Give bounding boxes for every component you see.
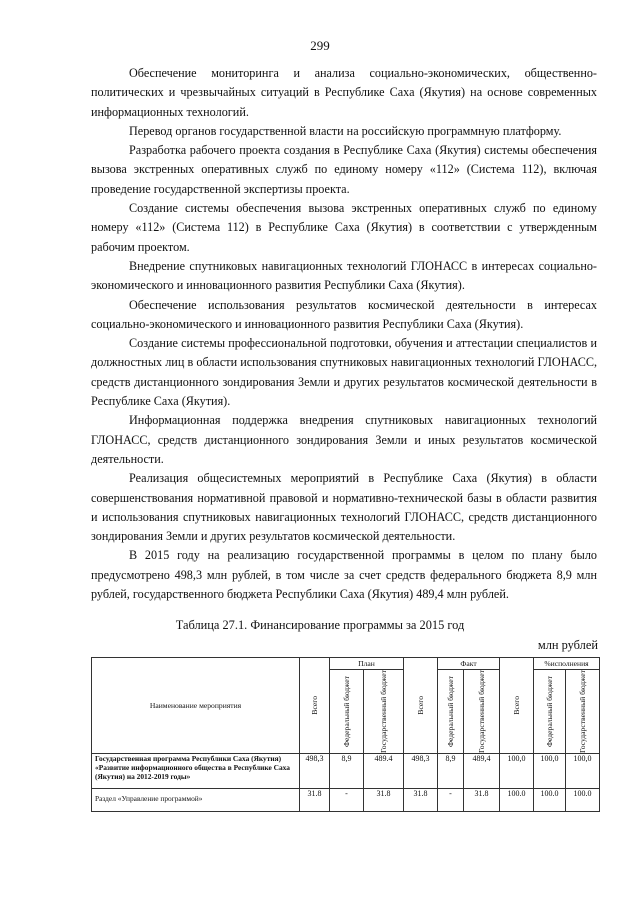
- body-text: [91, 64, 597, 604]
- paragraph: Разработка рабочего проекта создания в Республике Саха (Якутия) системы обеспечения вызова экстренных оперативных служб по единому номеру «112» (Система 112), включая проведение государственной экспертизы проекта.: [91, 143, 597, 196]
- header-fact-total: Всего: [416, 696, 425, 715]
- cell-value: 489.4: [364, 753, 404, 788]
- cell-value: 31.8: [464, 788, 500, 811]
- cell-value: 100.0: [534, 788, 566, 811]
- paragraph: Обеспечение использования результатов космической деятельности в интересах социально-экономического и инновационного развития Республики Саха (Якутия).: [91, 297, 597, 331]
- header-fact-state: Государственный бюджет: [477, 670, 486, 753]
- table-caption: Таблица 27.1. Финансирование программы за 2015 год: [175, 618, 465, 632]
- paragraph: Информационная поддержка внедрения спутниковых навигационных технологий ГЛОНАСС, средств дистанционного зондирования Земли и иных результатов космической деятельности.: [91, 413, 597, 466]
- paragraph: Перевод органов государственной власти на российскую программную платформу.: [129, 123, 562, 138]
- paragraph: Внедрение спутниковых навигационных технологий ГЛОНАСС в интересах социально-экономического и инновационного развития Республики Саха (Якутия).: [91, 258, 597, 293]
- paragraph: В 2015 году на реализацию государственной программы в целом по плану было предусмотрено 498,3 млн рублей, в том числе за счет средств федерального бюджета 8,9 млн рублей, государственного бюджета Республики Саха (Якутия) 489,4 млн рублей.: [91, 548, 597, 602]
- financing-table: [91, 657, 600, 812]
- header-plan-federal: Федеральный бюджет: [342, 676, 351, 747]
- header-percent-state: Государственный бюджет: [578, 670, 587, 753]
- cell-value: 100,0: [566, 753, 600, 788]
- cell-value: 100,0: [534, 753, 566, 788]
- page-number: 299: [310, 38, 330, 53]
- cell-value: 31.8: [364, 788, 404, 811]
- cell-value: -: [330, 788, 364, 811]
- row-name: Раздел «Управление программой»: [92, 788, 300, 811]
- cell-value: 100.0: [500, 788, 534, 811]
- cell-value: 8,9: [330, 753, 364, 788]
- cell-value: 8,9: [438, 753, 464, 788]
- row-name: Государственная программа Республики Саха (Якутия) «Развитие информационного общества в Республике Саха (Якутия) на 2012-2019 годы»: [92, 753, 300, 788]
- table-row: [92, 788, 600, 811]
- paragraph: Реализация общесистемных мероприятий в Республике Саха (Якутия) в области совершенствования нормативной правовой и нормативно-технической базы в области развития и использования спутниковых навигационных технологий ГЛОНАСС, средств дистанционного зондирования Земли и других результатов космической деятельности.: [91, 471, 597, 544]
- table-row: [92, 753, 600, 788]
- header-fact: Факт: [438, 658, 500, 670]
- header-name: Наименование мероприятия: [92, 658, 300, 754]
- cell-value: 31.8: [404, 788, 438, 811]
- table-header-row: [92, 658, 600, 670]
- cell-value: 100,0: [500, 753, 534, 788]
- header-percent-total: Всего: [512, 696, 521, 715]
- cell-value: 498,3: [404, 753, 438, 788]
- paragraph: Создание системы профессиональной подготовки, обучения и аттестации специалистов и должностных лиц в области использования спутниковых навигационных технологий ГЛОНАСС, средств дистанционного зондирования Земли и других результатов космической деятельности в Республике Саха (Якутия).: [91, 336, 597, 409]
- header-plan-total: Всего: [310, 696, 319, 715]
- table-units: млн рублей: [537, 638, 598, 652]
- header-percent: %исполнения: [534, 658, 600, 670]
- cell-value: 31.8: [300, 788, 330, 811]
- header-plan-state: Государственный бюджет: [379, 670, 388, 753]
- cell-value: -: [438, 788, 464, 811]
- cell-value: 489,4: [464, 753, 500, 788]
- paragraph: Обеспечение мониторинга и анализа социально-экономических, общественно-политических и чрезвычайных ситуаций в Республике Саха (Якутия) на основе современных информационных технологий.: [91, 66, 597, 119]
- header-plan: План: [330, 658, 404, 670]
- header-percent-federal: Федеральный бюджет: [545, 676, 554, 747]
- header-fact-federal: Федеральный бюджет: [446, 676, 455, 747]
- cell-value: 498,3: [300, 753, 330, 788]
- cell-value: 100.0: [566, 788, 600, 811]
- paragraph: Создание системы обеспечения вызова экстренных оперативных служб по единому номеру «112» (Система 112) в Республике Саха (Якутия) в соответствии с утвержденным рабочим проектом.: [91, 201, 597, 254]
